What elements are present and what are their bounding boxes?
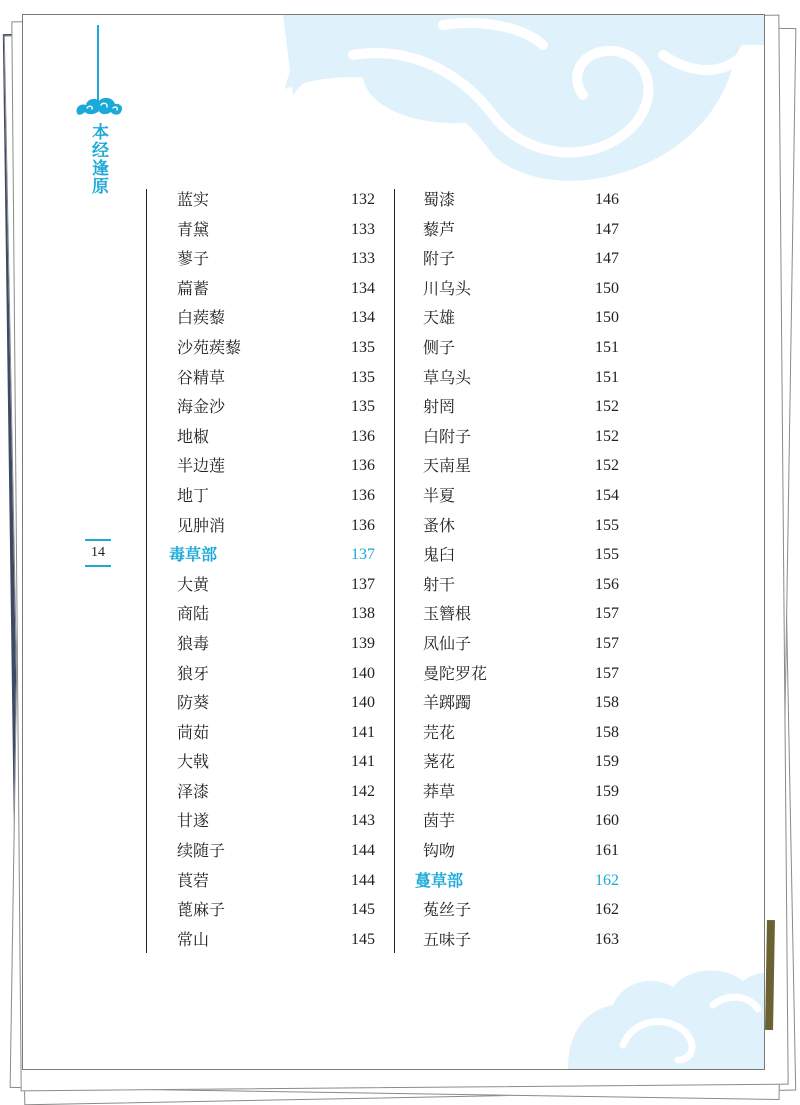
entry-title: 天南星 [423, 456, 472, 476]
entry-title: 射干 [423, 574, 456, 594]
entry-page-number: 144 [351, 871, 375, 889]
toc-entry [177, 570, 375, 600]
entry-page-number: 138 [351, 605, 375, 623]
entry-page-number: 136 [351, 516, 375, 534]
entry-title: 地椒 [177, 426, 210, 446]
entry-title: 蓼子 [177, 249, 210, 269]
entry-page-number: 142 [351, 782, 375, 800]
entry-title: 白附子 [423, 426, 472, 446]
toc-entry [177, 274, 375, 304]
entry-title: 青黛 [177, 219, 210, 239]
entry-page-number: 134 [351, 279, 375, 297]
toc-entry [423, 215, 619, 245]
entry-page-number: 157 [595, 605, 619, 623]
toc-entry [423, 274, 619, 304]
entry-page-number: 162 [595, 871, 619, 889]
entry-title: 白蒺藜 [177, 308, 226, 328]
toc-entry [177, 777, 375, 807]
entry-page-number: 140 [351, 694, 375, 712]
entry-page-number: 151 [595, 338, 619, 356]
toc-entry [423, 511, 619, 541]
toc-entry [423, 451, 619, 481]
entry-page-number: 150 [595, 309, 619, 327]
entry-page-number: 151 [595, 368, 619, 386]
toc-entry [423, 747, 619, 777]
toc-entry [423, 718, 619, 748]
toc-entry [423, 540, 619, 570]
entry-page-number: 146 [595, 191, 619, 208]
entry-title: 萹蓄 [177, 278, 210, 298]
section-title: 毒草部 [169, 545, 218, 565]
entry-title: 藜芦 [423, 219, 456, 239]
toc-entry [423, 688, 619, 718]
toc-right-column [415, 185, 619, 954]
entry-page-number: 141 [351, 723, 375, 741]
entry-page-number: 147 [595, 220, 619, 238]
entry-title: 附子 [423, 249, 456, 269]
entry-title: 羊踯躅 [423, 693, 472, 713]
entry-page-number: 152 [595, 427, 619, 445]
toc-entry [177, 925, 375, 955]
entry-title: 商陆 [177, 604, 210, 624]
toc-entry [423, 303, 619, 333]
entry-page-number: 159 [595, 782, 619, 800]
entry-title: 大黄 [177, 574, 210, 594]
book-title: 本经逢原 [88, 123, 108, 195]
entry-page-number: 133 [351, 220, 375, 238]
toc-entry [423, 363, 619, 393]
toc-entry [177, 363, 375, 393]
entry-title: 凤仙子 [423, 633, 472, 653]
entry-page-number: 159 [595, 753, 619, 771]
toc-entry [423, 659, 619, 689]
entry-title: 川乌头 [423, 278, 472, 298]
entry-page-number: 154 [595, 486, 619, 504]
entry-page-number: 143 [351, 812, 375, 830]
toc-entry [177, 481, 375, 511]
toc-entry [423, 422, 619, 452]
entry-page-number: 162 [595, 901, 619, 919]
entry-title: 钩吻 [423, 841, 456, 861]
entry-title: 草乌头 [423, 367, 472, 387]
entry-title: 芫花 [423, 722, 456, 742]
entry-page-number: 134 [351, 309, 375, 327]
toc-entry [423, 185, 619, 215]
toc-entry [177, 511, 375, 541]
entry-title: 曼陀罗花 [423, 663, 488, 683]
entry-title: 侧子 [423, 337, 456, 357]
page-number: 14 [85, 539, 111, 567]
toc-left-column [169, 185, 375, 954]
entry-title: 茼茹 [177, 722, 210, 742]
entry-title: 茵芋 [423, 811, 456, 831]
entry-title: 半边莲 [177, 456, 226, 476]
entry-page-number: 157 [595, 664, 619, 682]
toc-entry [177, 659, 375, 689]
book-page [22, 14, 765, 1070]
entry-page-number: 135 [351, 398, 375, 416]
column-divider [146, 189, 147, 953]
entry-page-number: 140 [351, 664, 375, 682]
entry-page-number: 132 [351, 191, 375, 208]
toc-entry [423, 392, 619, 422]
toc-entry [423, 244, 619, 274]
toc-entry [177, 451, 375, 481]
entry-title: 续随子 [177, 841, 226, 861]
entry-title: 鬼臼 [423, 545, 456, 565]
entry-title: 谷精草 [177, 367, 226, 387]
toc-section-heading [169, 540, 375, 570]
entry-page-number: 135 [351, 338, 375, 356]
entry-title: 蓝实 [177, 190, 210, 209]
entry-page-number: 161 [595, 842, 619, 860]
entry-title: 蜀漆 [423, 190, 456, 209]
entry-page-number: 135 [351, 368, 375, 386]
entry-title: 蚤休 [423, 515, 456, 535]
toc-entry [423, 599, 619, 629]
toc-entry [177, 718, 375, 748]
entry-page-number: 136 [351, 457, 375, 475]
entry-title: 狼牙 [177, 663, 210, 683]
entry-page-number: 150 [595, 279, 619, 297]
toc-entry [177, 244, 375, 274]
entry-page-number: 133 [351, 250, 375, 268]
toc-entry [177, 836, 375, 866]
entry-page-number: 155 [595, 516, 619, 534]
toc-entry [177, 895, 375, 925]
entry-page-number: 147 [595, 250, 619, 268]
entry-title: 狼毒 [177, 633, 210, 653]
toc-entry [177, 303, 375, 333]
section-title: 蔓草部 [415, 870, 464, 890]
entry-page-number: 137 [351, 546, 375, 564]
entry-page-number: 139 [351, 634, 375, 652]
entry-page-number: 136 [351, 486, 375, 504]
entry-page-number: 137 [351, 575, 375, 593]
entry-page-number: 141 [351, 753, 375, 771]
entry-title: 蓖麻子 [177, 900, 226, 920]
toc-entry [423, 570, 619, 600]
entry-title: 菟丝子 [423, 900, 472, 920]
entry-page-number: 155 [595, 546, 619, 564]
toc-entry [177, 806, 375, 836]
entry-page-number: 157 [595, 634, 619, 652]
toc-entry [177, 747, 375, 777]
entry-title: 莨菪 [177, 870, 210, 890]
toc-entry [177, 422, 375, 452]
entry-title: 莽草 [423, 781, 456, 801]
entry-title: 地丁 [177, 485, 210, 505]
toc-entry [177, 333, 375, 363]
entry-page-number: 144 [351, 842, 375, 860]
entry-title: 半夏 [423, 485, 456, 505]
entry-title: 射罔 [423, 397, 456, 417]
toc-entry [177, 629, 375, 659]
entry-title: 五味子 [423, 929, 472, 949]
toc-entry [423, 806, 619, 836]
toc-entry [177, 215, 375, 245]
entry-page-number: 158 [595, 723, 619, 741]
cloud-logo-icon [73, 93, 125, 119]
toc-entry [423, 481, 619, 511]
entry-page-number: 156 [595, 575, 619, 593]
entry-page-number: 152 [595, 398, 619, 416]
entry-title: 泽漆 [177, 781, 210, 801]
toc-entry [423, 629, 619, 659]
toc-entry [177, 392, 375, 422]
entry-title: 沙苑蒺藜 [177, 337, 242, 357]
entry-title: 天雄 [423, 308, 456, 328]
toc-section-heading [415, 866, 619, 896]
toc-entry [423, 836, 619, 866]
entry-title: 玉簪根 [423, 604, 472, 624]
entry-title: 甘遂 [177, 811, 210, 831]
toc-entry [423, 333, 619, 363]
entry-title: 荛花 [423, 752, 456, 772]
toc-entry [177, 688, 375, 718]
column-divider [394, 189, 395, 953]
entry-title: 见肿消 [177, 515, 226, 535]
toc-entry [177, 866, 375, 896]
entry-title: 大戟 [177, 752, 210, 772]
toc-entry [177, 599, 375, 629]
entry-page-number: 145 [351, 930, 375, 948]
entry-page-number: 136 [351, 427, 375, 445]
entry-page-number: 152 [595, 457, 619, 475]
entry-page-number: 160 [595, 812, 619, 830]
toc-entry [177, 185, 375, 215]
toc-entry [423, 777, 619, 807]
entry-title: 防葵 [177, 693, 210, 713]
toc-entry [423, 895, 619, 925]
entry-page-number: 163 [595, 930, 619, 948]
entry-page-number: 158 [595, 694, 619, 712]
entry-page-number: 145 [351, 901, 375, 919]
entry-title: 常山 [177, 929, 210, 949]
entry-title: 海金沙 [177, 397, 226, 417]
toc-entry [423, 925, 619, 955]
